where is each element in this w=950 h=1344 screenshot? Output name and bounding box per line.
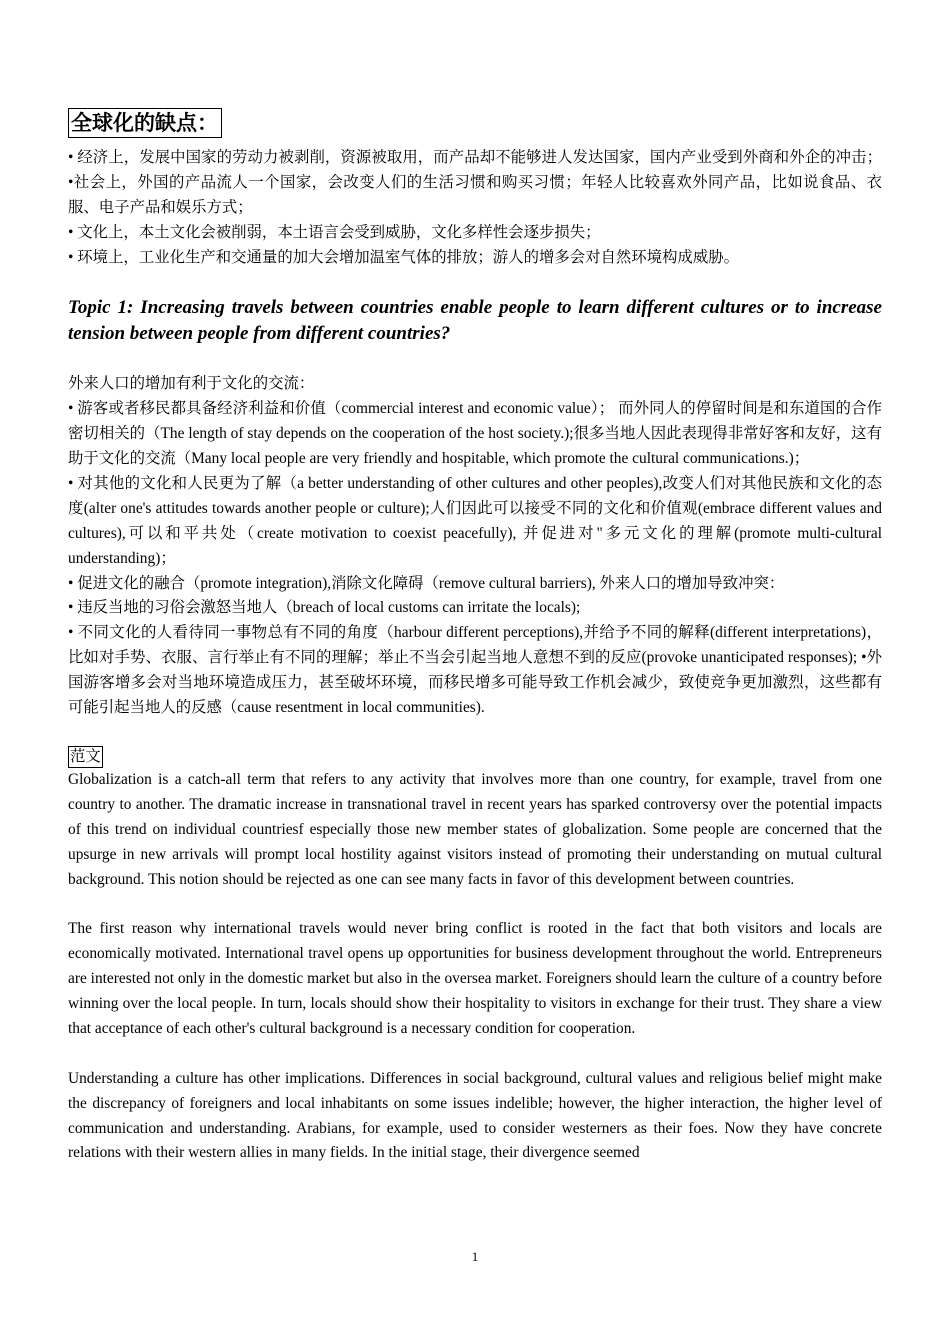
essay-paragraph: The first reason why international travels would never bring conflict is rooted in the fact that both visitors and locals are economically motivated. International travel opens up opportunities for business development throughout the world. Entrepreneurs are interested not only in the domestic market but also in the oversea market. Foreigners should learn the culture of a country before winning over the local people. In turn, locals should show their hospitality to visitors in exchange for their trust. They share a view that acceptance of each other's cultural background is a necessary condition for cooperation. [68,920,882,1037]
disadvantage-paragraph: • 环境上，工业化生产和交通量的加大会增加温室气体的排放；游人的增多会对自然环境构成威胁。 [68,248,740,266]
topic-title: Topic 1: Increasing travels between countries enable people to learn different cultures or to increase tension between people from different countries? [68,297,882,345]
essay-paragraph: Understanding a culture has other implications. Differences in social background, cultural values and religious belief might make the discrepancy of foreigners and local inhabitants on some issues indelible; however, the higher interaction, the higher level of communication and understanding. Arabians, for example, used to consider westerners as their foes. Now they have concrete relations with their western allies in many fields. In the initial stage, their divergence seemed [68,1069,882,1162]
point-paragraph: • 违反当地的习俗会激怒当地人（breach of local customs can irritate the locals); [68,599,581,617]
point-paragraph: • 游客或者移民都具备经济利益和价值（commercial interest and economic value）； 而外同人的停留时间是和东道国的合作密切相关的（The length of stay depends on the cooperation of the host society.);很多当地人因此表现得非常好客和友好，这有助于文化的交流（Many local people are very friendly and hospitable, which promote the cultural communications.)； [68,400,882,468]
disadvantage-paragraph: • 经济上，发展中国家的劳动力被剥削，资源被取用，而产品却不能够进人发达国家，国内产业受到外商和外企的冲击；•社会上，外国的产品流人一个国家，会改变人们的生活习惯和购买习惯；年轻人比较喜欢外同产品，比如说食品、衣服、电子产品和娱乐方式； [68,149,882,216]
point-paragraph: • 对其他的文化和人民更为了解（a better understanding of other cultures and other peoples),改变人们对其他民族和文化的态度(alter one's attitudes towards another people or culture);人们因此可以接受不同的文化和价值观(embrace different values and cultures),可以和平共处（create motivation to coexist peacefully), 并促进对"多元文化的理解(promote multi-cultural understanding)； [68,474,882,567]
disadvantage-paragraph: • 文化上，本土文化会被削弱，本土语言会受到威胁，文化多样性会逐步损失； [68,223,601,241]
point-paragraph: • 促进文化的融合（promote integration),消除文化障碍（remove cultural barriers), 外来人口的增加导致冲突： [68,574,785,592]
essay-paragraph: Globalization is a catch-all term that refers to any activity that involves more than one country, for example, travel from one country to another. The dramatic increase in transnational travel in recent years has sparked controversy over the potential impacts of this trend on individual countriesf especially those new member states of globalization. Some people are concerned that the upsurge in new arrivals will prompt local hostility against visitors instead of promoting their understanding on mutual cultural background. This notion should be rejected as one can see many facts in favor of this development between countries. [68,770,882,888]
point-paragraph: • 不同文化的人看待同一事物总有不同的角度（harbour different perceptions),并给予不同的解释(different interpretations)，比如对手势、衣服、言行举止有不同的理解；举止不当会引起当地人意想不到的反应(provoke unanticipated responses); •外国游客增多会对当地环境造成压力，甚至破坏环境，而移民增多可能导致工作机会减少，致使竞争更加激烈，这些都有可能引起当地人的反感（cause resentment in local communities). [68,624,882,717]
essay-label: 范文 [68,746,103,768]
page-number: 1 [471,1249,479,1264]
section-heading: 全球化的缺点： [68,108,222,138]
point-intro: 外来人口的增加有利于文化的交流： [68,375,315,393]
document-content [68,106,882,1166]
